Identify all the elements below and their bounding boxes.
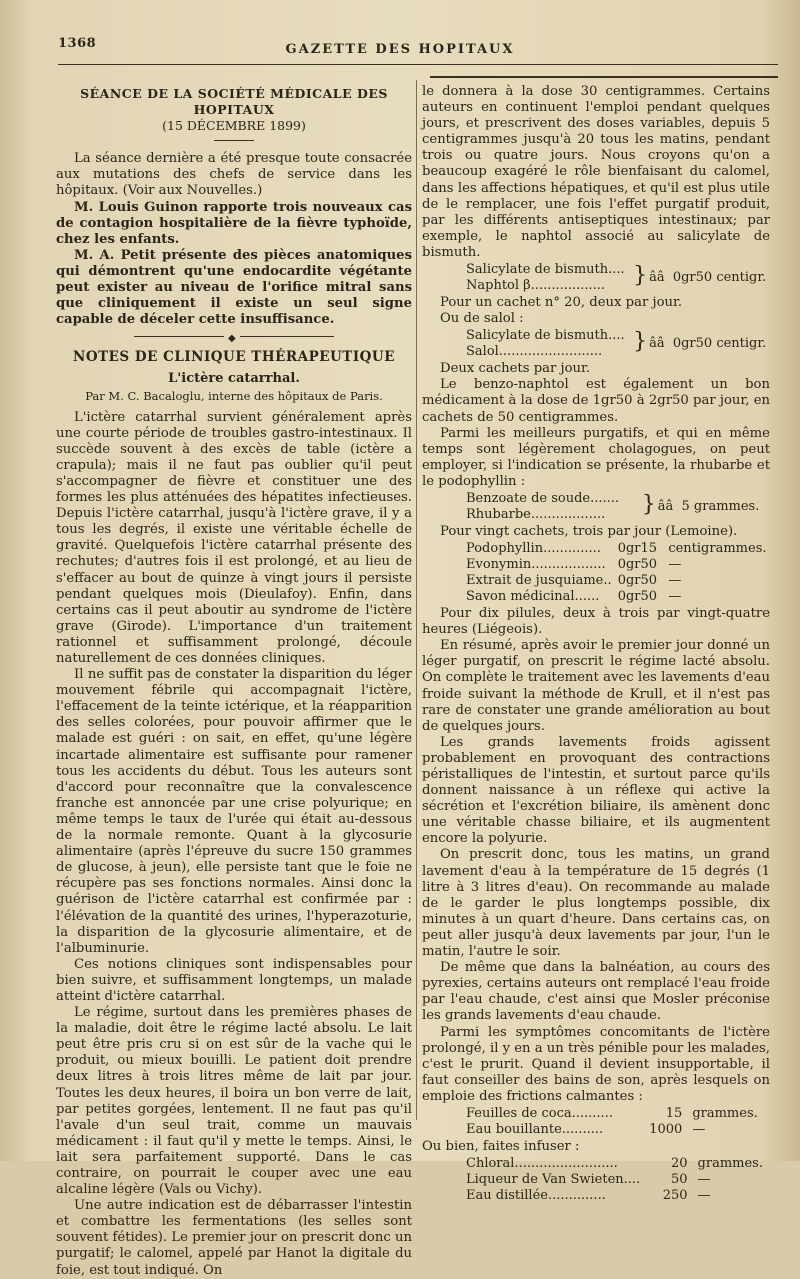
rx-aa: ââ <box>649 336 665 352</box>
page-number: 1368 <box>58 36 97 51</box>
rx-ingredient: Benzoate de soude....... <box>466 490 620 506</box>
prescription-3 <box>422 491 770 523</box>
seance-date: (15 DÉCEMBRE 1899) <box>162 118 306 134</box>
rx-ingredient: Salol......................... <box>466 344 603 360</box>
rx-unit: — <box>668 589 682 605</box>
left-column <box>56 72 412 1279</box>
rx-ingredient: Rhubarbe.................. <box>466 506 606 522</box>
rx-dose: 5 grammes. <box>681 498 760 514</box>
brace: } <box>633 329 648 355</box>
article-title: L'ictère catarrhal. <box>168 371 300 387</box>
ornamental-rule: ◆ <box>134 336 334 337</box>
section-rule <box>214 140 254 141</box>
paragraph: M. A. Petit présente des pièces anatomiques qui démontrent qu'une endocardite végétante peut exister au niveau de l'orifice mitral sans que cliniquement il existe un seul signe capable de déceler cette insuffisance. <box>56 247 412 328</box>
paragraph: Parmi les symptômes concomitants de l'ictère prolongé, il y en a un très pénible pour les malades, c'est le prurit. Quand il devient insupportable, il faut conseiller des bains de son, après lesquels on emploie des frictions calmantes : <box>422 1024 770 1104</box>
column-divider <box>416 80 417 1120</box>
paragraph: Les grands lavements froids agissent probablement en provoquant des contractions péristalliques de l'intestin, et surtout parce qu'ils donnent naissance à un réflexe qui active la sécrétion et l'excrétion biliaire, ils amènent donc une véritable chasse biliaire, et ils augmentent encore la polyurie. <box>422 734 770 847</box>
rx-ingredient: Naphtol β.................. <box>466 278 606 294</box>
rx-ingredient: Extrait de jusquiame.. <box>466 573 612 589</box>
rx-ingredient: Eau bouillante.......... <box>466 1121 604 1137</box>
paragraph: Ces notions cliniques sont indispensables pour bien suivre, et suffisamment longtemps, un malade atteint d'ictère catarrhal. <box>56 956 412 1004</box>
prescription-2 <box>422 328 770 360</box>
rx-ingredient: Podophyllin.............. <box>466 541 601 557</box>
rx-unit: grammes. <box>692 1105 758 1121</box>
prescription-5 <box>422 1106 770 1138</box>
rx-quantity: 0gr15 <box>617 541 658 557</box>
notes-title: NOTES DE CLINIQUE THÉRAPEUTIQUE <box>73 349 395 366</box>
rx-note: Pour vingt cachets, trois par jour (Lemoine). <box>440 523 738 539</box>
paragraph: Le régime, surtout dans les premières phases de la maladie, doit être le régime lacté absolu. Le lait peut être pris cru si on est sûr de la vache qui le produit, ou mieux bouilli. Le patient doit prendre deux litres à trois litres même de lait par jour. Toutes les deux heures, il boira un bon verre de lait, par petites gorgées, lentement. Il ne faut pas qu'il l'avale d'un seul trait, comme un mauvais médicament : il faut qu'il y mette le temps. Ainsi, le lait sera parfaitement supporté. Dans le cas contraire, on pourrait le couper avec une eau alcaline légère (Vals ou Vichy). <box>56 1005 412 1198</box>
rx-quantity: 250 <box>662 1188 688 1204</box>
rx-unit: — <box>668 557 682 573</box>
rx-ingredient: Savon médicinal...... <box>466 589 600 605</box>
article-byline: Par M. C. Bacaloglu, interne des hôpitaux de Paris. <box>85 388 383 403</box>
rx-unit: — <box>697 1188 711 1204</box>
paragraph: On prescrit donc, tous les matins, un grand lavement d'eau à la température de 15 degrés (1 litre à 3 litres d'eau). On recommande au malade de le garder le plus longtemps possible, dix minutes à un quart d'heure. Dans certains cas, on peut aller jusqu'à deux lavements par jour, l'un le matin, l'autre le soir. <box>422 847 770 960</box>
rx-unit: centigrammes. <box>668 541 767 557</box>
rx-unit: grammes. <box>697 1156 763 1172</box>
paragraph: De même que dans la balnéation, au cours des pyrexies, certains auteurs ont remplacé l'eau froide par l'eau chaude, c'est ainsi que Mosler préconise les grands lavements d'eau chaude. <box>422 960 770 1024</box>
header-rule <box>58 64 778 65</box>
brace: } <box>633 263 648 289</box>
rx-quantity: 0gr50 <box>617 573 658 589</box>
right-top-rule <box>430 76 778 78</box>
paragraph: Le benzo-naphtol est également un bon médicament à la dose de 1gr50 à 2gr50 par jour, en cachets de 50 centigrammes. <box>422 377 770 425</box>
running-head: GAZETTE DES HOPITAUX <box>285 42 515 57</box>
rx-quantity: 1000 <box>649 1121 683 1137</box>
brace: } <box>641 491 656 517</box>
rx-note: Pour un cachet n° 20, deux par jour. <box>440 295 683 311</box>
paragraph: Ou bien, faites infuser : <box>422 1138 580 1154</box>
rx-dose: 0gr50 centigr. <box>672 336 767 352</box>
paragraph: Une autre indication est de débarrasser l'intestin et combattre les fermentations (les selles sont souvent fétides). Le premier jour on prescrit donc un purgatif; le calomel, appelé par Hanot la digitale du foie, est tout indiqué. On <box>56 1198 412 1278</box>
rx-ingredient: Evonymin.................. <box>466 557 606 573</box>
rx-quantity: 20 <box>671 1156 688 1172</box>
paragraph: Il ne suffit pas de constater la disparition du léger mouvement fébrile qui accompagnait l'ictère, l'effacement de la teinte ictérique, et la réapparition des selles colorées, pour pouvoir affirmer que le malade est guéri : on sait, en effet, qu'une légère incartade alimentaire est suffisante pour ramener tous les accidents du début. Tous les auteurs sont d'accord pour reconnaître que la convalescence franche est annoncée par une crise polyurique; en même temps le taux de l'urée qui était au-dessous de la normale remonte. Quant à la glycosurie alimentaire (après l'épreuve du sucre 150 grammes de glucose, à jeun), elle persiste tant que le foie ne récupère pas ses fonctions normales. Ainsi donc la guérison de l'ictère catarrhal est confirmée par : l'élévation de la quantité des urines, l'hyperazoturie, la disparition de la glycosurie alimentaire, et de l'albuminurie. <box>56 667 412 956</box>
rx-aa: ââ <box>657 498 674 514</box>
rx-quantity: 15 <box>665 1105 683 1121</box>
rx-ingredient: Liqueur de Van Swieten.... <box>466 1172 641 1188</box>
seance-title: SÉANCE DE LA SOCIÉTÉ MÉDICALE DES HOPITAUX <box>80 86 388 118</box>
rx-quantity: 0gr50 <box>617 589 658 605</box>
rx-aa: ââ <box>649 270 665 286</box>
rx-note: Pour dix pilules, deux à trois par vingt-quatre heures (Liégeois). <box>422 606 770 638</box>
prescription-1 <box>422 262 770 294</box>
rx-quantity: 0gr50 <box>617 557 658 573</box>
rx-ingredient: Salicylate de bismuth.... <box>466 262 625 278</box>
rx-note: Deux cachets par jour. <box>440 361 591 377</box>
right-column <box>422 84 770 1205</box>
paragraph: M. Louis Guinon rapporte trois nouveaux cas de contagion hospitalière de la fièvre typhoïde, chez les enfants. <box>56 199 412 247</box>
rx-unit: — <box>668 573 682 589</box>
rx-ingredient: Chloral......................... <box>466 1156 618 1172</box>
paragraph: La séance dernière a été presque toute consacrée aux mutations des chefs de service dans les hôpitaux. (Voir aux Nouvelles.) <box>56 151 412 199</box>
rx-unit: — <box>697 1172 711 1188</box>
rx-ingredient: Eau distillée.............. <box>466 1188 606 1204</box>
paragraph: le donnera à la dose 30 centigrammes. Certains auteurs en continuent l'emploi pendant quelques jours, et prescrivent des doses variables, depuis 5 centigrammes jusqu'à 20 tous les matins, pendant trois ou quatre jours. Nous croyons qu'on a beaucoup exagéré le rôle bienfaisant du calomel, dans les affections hépatiques, et qu'il est plus utile de le remplacer, une fois l'effet purgatif produit, par les différents antiseptiques intestinaux; par exemple, le naphtol associé au salicylate de bismuth. <box>422 84 770 260</box>
rx-unit: — <box>692 1121 706 1137</box>
prescription-6 <box>422 1156 770 1204</box>
paragraph: L'ictère catarrhal survient généralement après une courte période de troubles gastro-intestinaux. Il succède souvent à des excès de table (ictère a crapula); mais il ne faut pas oublier qu'il peut s'accompagner de fièvre et constituer une des formes les plus atténuées des hépatites infectieuses. Depuis l'ictère catarrhal, jusqu'à l'ictère grave, il y a tous les degrés, il existe une véritable échelle de gravité. Quelquefois l'ictère catarrhal présente des rechutes; d'autres fois il est prolongé, et au lieu de s'effacer au bout de quinze à vingt jours il persiste pendant quelques mois (Dieulafoy). Enfin, dans certains cas il peut aboutir au syndrome de l'ictère grave (Girode). L'importance d'un traitement rationnel et suffisamment prolongé, découle naturellement de ces données cliniques. <box>56 409 412 666</box>
rx-dose: 0gr50 centigr. <box>672 270 767 286</box>
rx-ingredient: Salicylate de bismuth.... <box>466 328 625 344</box>
paragraph: Parmi les meilleurs purgatifs, et qui en même temps sont légèrement cholagogues, on peut employer, si l'indication se présente, la rhubarbe et le podophyllin : <box>422 425 770 489</box>
paragraph: Ou de salol : <box>440 311 524 327</box>
rx-quantity: 50 <box>671 1172 688 1188</box>
rx-ingredient: Feuilles de coca.......... <box>466 1105 613 1121</box>
paragraph: En résumé, après avoir le premier jour donné un léger purgatif, on prescrit le régime lacté absolu. On complète le traitement avec les lavements d'eau froide suivant la méthode de Krull, et il n'est pas rare de constater une grande amélioration au bout de quelques jours. <box>422 638 770 734</box>
prescription-4 <box>422 541 770 605</box>
